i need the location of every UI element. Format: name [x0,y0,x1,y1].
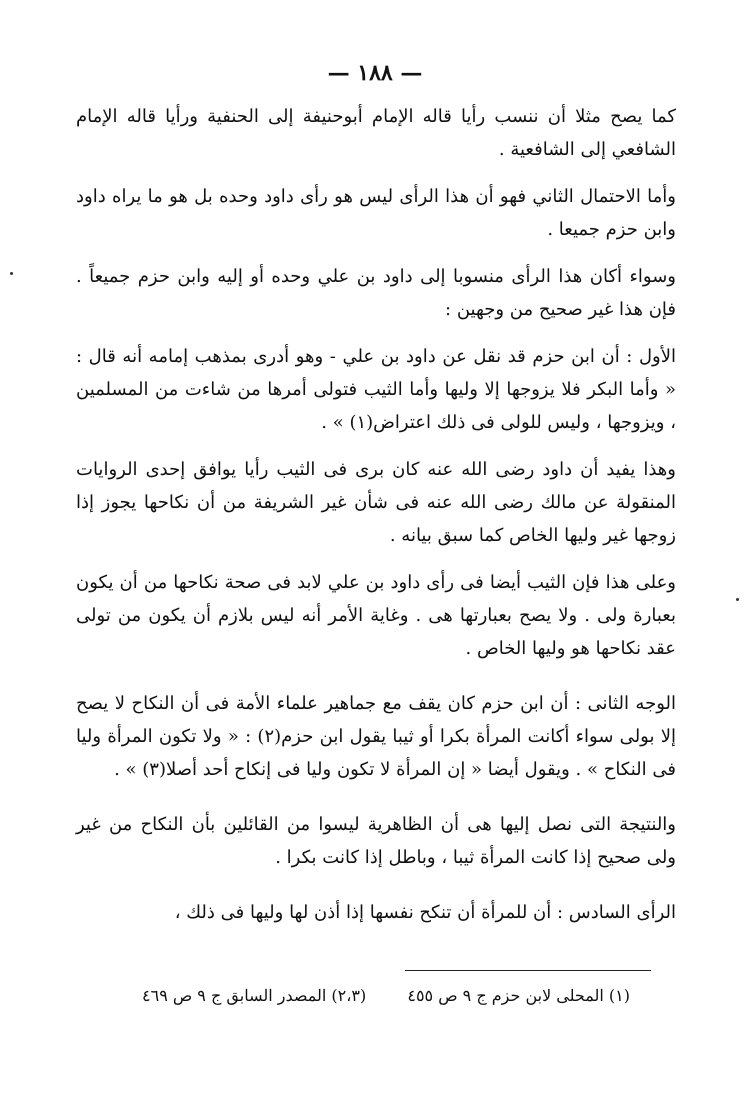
paragraph: وأما الاحتمال الثاني فهو أن هذا الرأى ليس هو رأى داود وحده بل هو ما يراه داود وابن حزم جميعا . [76,186,676,240]
paragraph: الأول : أن ابن حزم قد نقل عن داود بن علي - وهو أدرى بمذهب إمامه أنه قال : « وأما البكر فلا يزوجها إلا وليها وأما الثيب فتولى أمرها من شاءت من المسلمين ، ويزوجها ، وليس للولى فى ذلك اعتراض(١) » . [76,346,676,433]
footnotes [140,982,630,1010]
paragraph: والنتيجة التى نصل إليها هى أن الظاهرية ليسوا من القائلين بأن النكاح من غير ولى صحيح إذا كانت المرأة ثيبا ، وباطل إذا كانت بكرا . [76,814,676,868]
footnote: (٢،٣) المصدر السابق ج ٩ ص ٤٦٩ [142,986,367,1005]
paragraph: وسواء أكان هذا الرأى منسوبا إلى داود بن علي وحده أو إليه وابن حزم جميعاً . فإن هذا غير صحيح من وجهين : [76,266,676,320]
footnote: (١) المحلى لابن حزم ج ٩ ص ٤٥٥ [407,986,630,1005]
paragraph: وهذا يفيد أن داود رضى الله عنه كان برى فى الثيب رأيا يوافق إحدى الروايات المنقولة عن مالك رضى الله عنه فى شأن غير الشريفة من أن نكاحها يجوز إذا زوجها غير وليها الخاص كما سبق بيانه . [76,459,676,546]
scan-speck [10,272,13,275]
paragraph: الوجه الثانى : أن ابن حزم كان يقف مع جماهير علماء الأمة فى أن النكاح لا يصح إلا بولى سواء أكانت المرأة بكرا أو ثيبا يقول ابن حزم(٢) : « ولا تكون المرأة وليا فى النكاح » . ويقول أيضا « إن المرأة لا تكون وليا فى إنكاح أحد أصلا(٣) » . [76,693,677,780]
body-text [76,100,676,943]
page-number: — ١٨٨ — [327,60,423,86]
scan-speck [736,598,739,601]
paragraph: وعلى هذا فإن الثيب أيضا فى رأى داود بن علي لابد فى صحة نكاحها من أن يكون بعبارة ولى . ولا يصح بعبارتها هى . وغاية الأمر أنه ليس بلازم أن يكون من تولى عقد نكاحها هو وليها الخاص . [76,572,676,659]
paragraph: كما يصح مثلا أن ننسب رأيا قاله الإمام أبوحنيفة إلى الحنفية ورأيا قاله الإمام الشافعي إلى الشافعية . [76,106,676,160]
footnote-divider [405,970,651,971]
paragraph: الرأى السادس : أن للمرأة أن تنكح نفسها إذا أذن لها وليها فى ذلك ، [174,902,676,923]
